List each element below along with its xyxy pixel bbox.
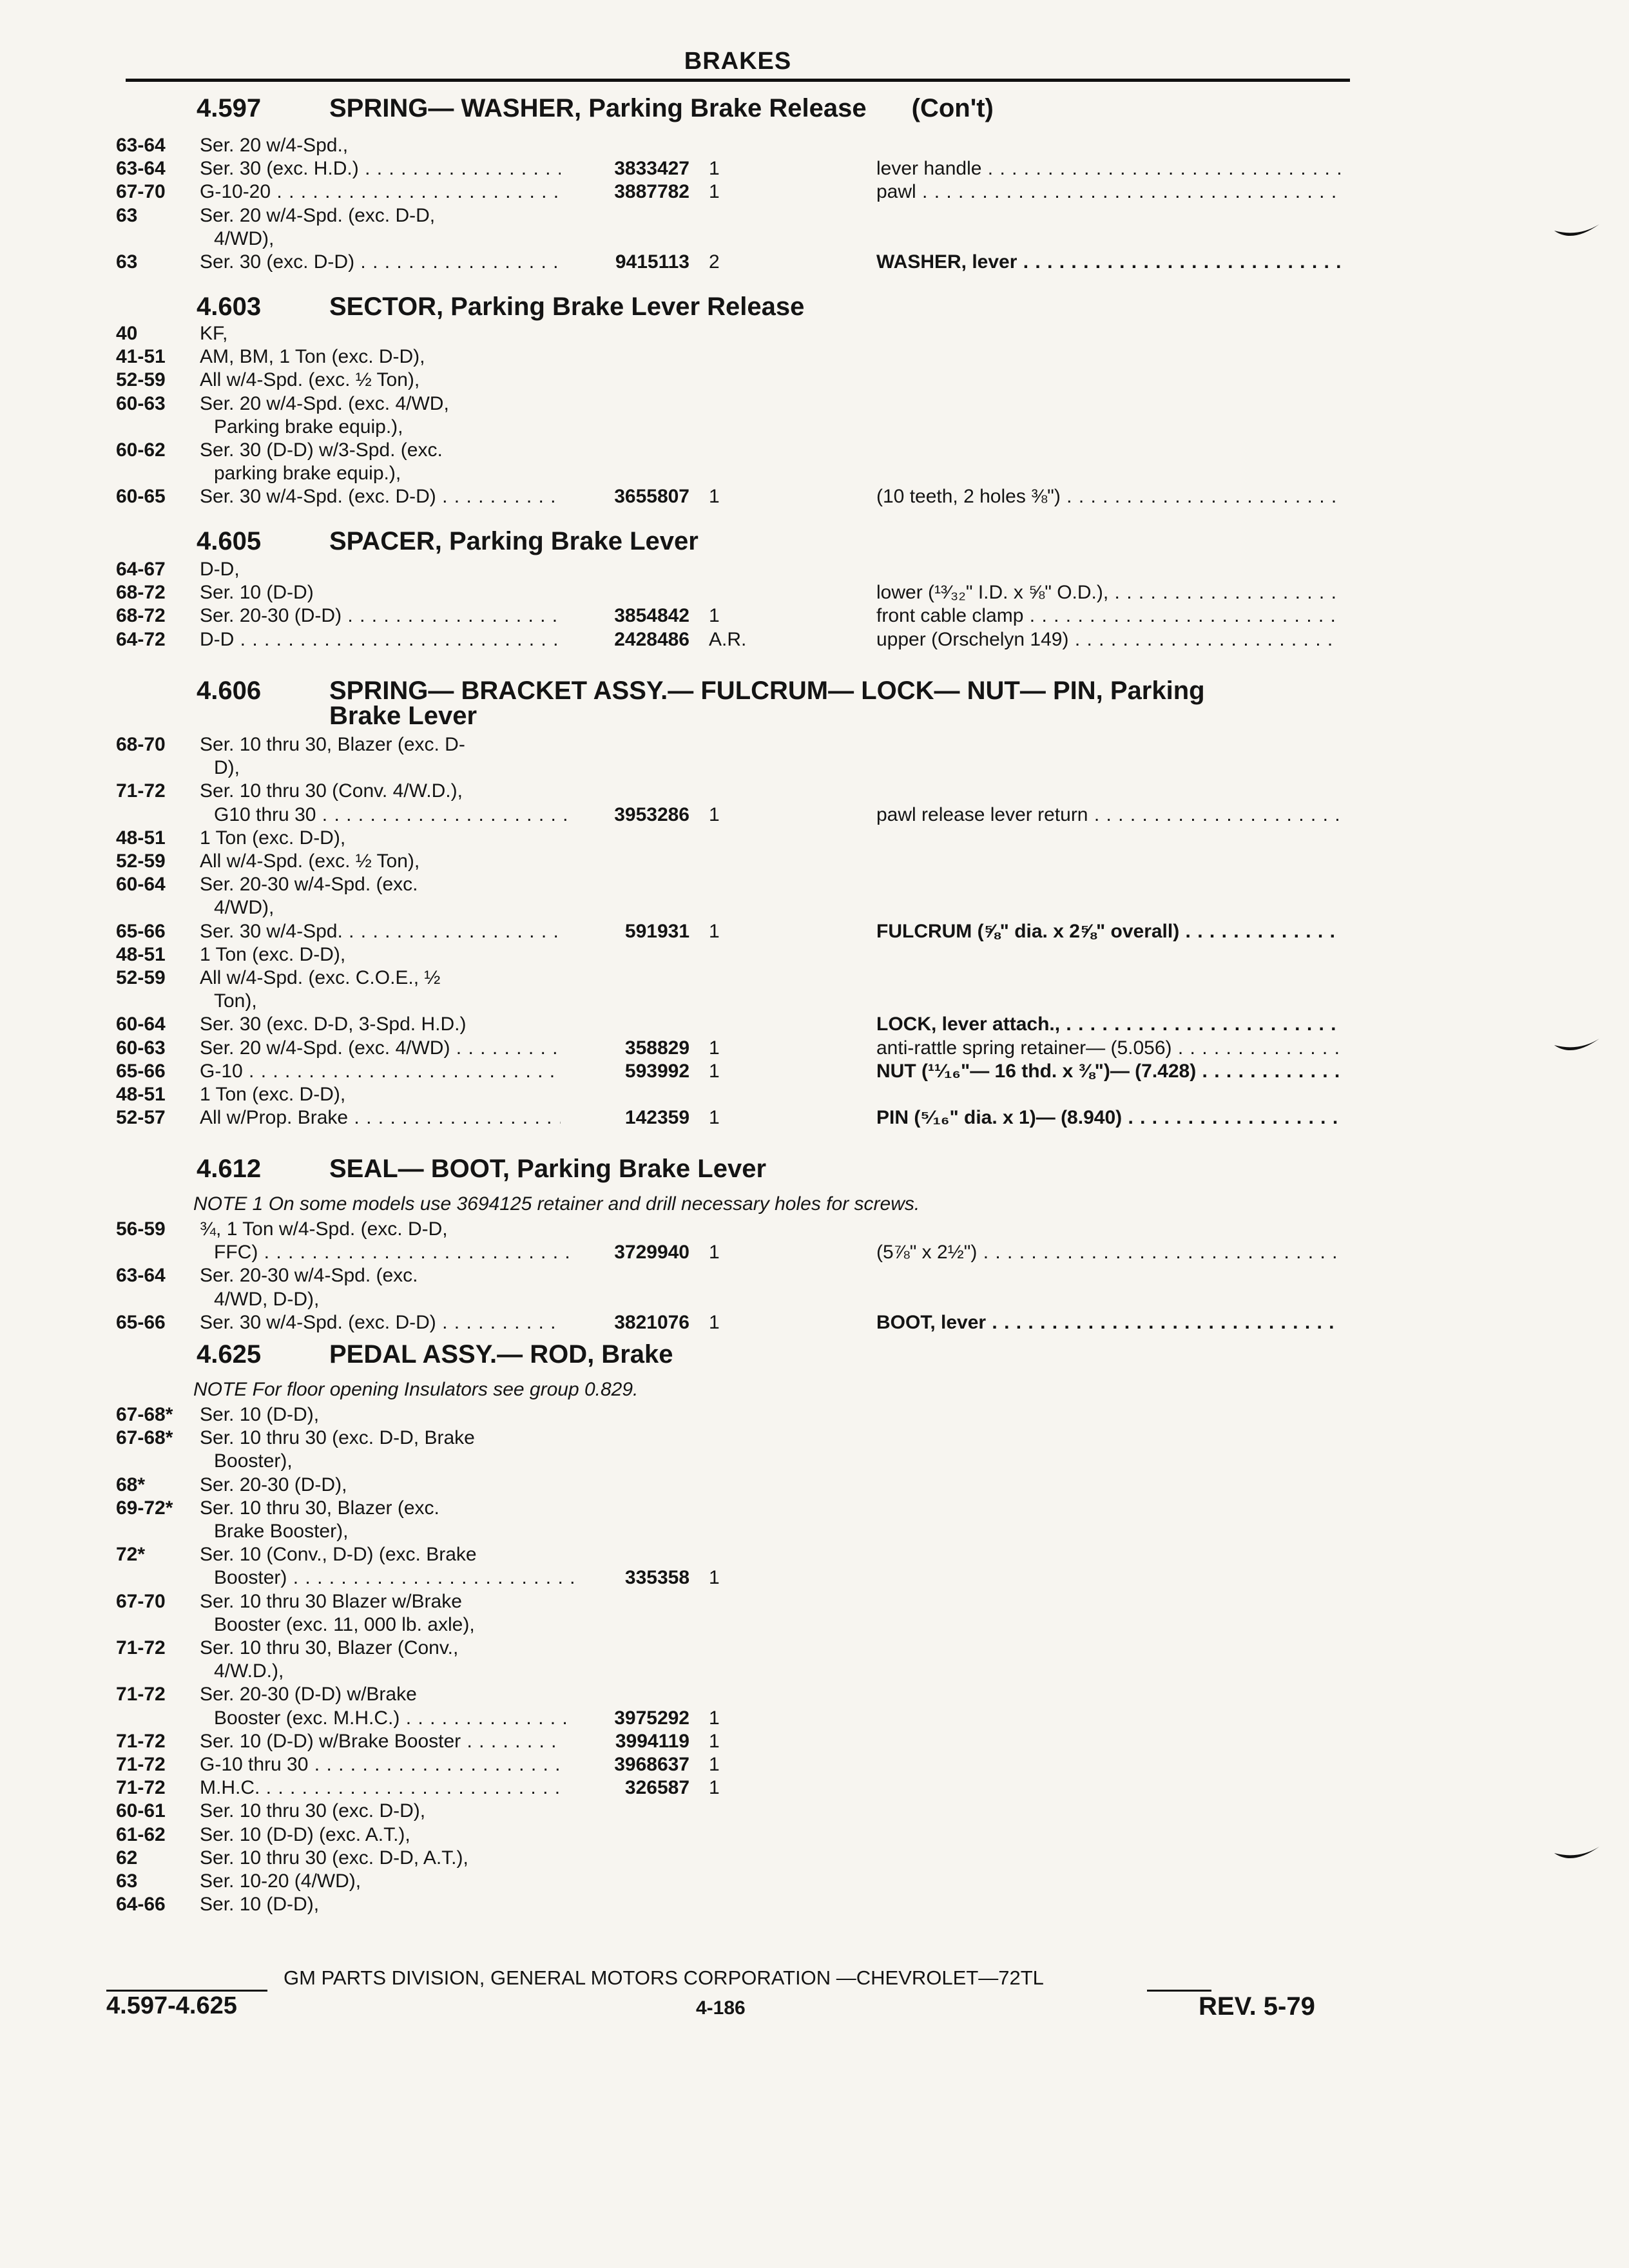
part-row (0, 1474, 1629, 1497)
model-years: 63-64 (116, 135, 166, 156)
part-number: 3887782 (614, 181, 689, 202)
quantity: 2 (709, 251, 720, 273)
part-row (0, 251, 1629, 274)
model-description: Ser. 30 (exc. D-D, 3-Spd. H.D.) (200, 1014, 467, 1035)
part-number: 9415113 (615, 251, 689, 273)
part-row (0, 345, 1629, 369)
part-row (0, 628, 1629, 651)
model-description: All w/Prop. Brake . . . (200, 1106, 561, 1129)
section-note: NOTE 1 On some models use 3694125 retainer and drill necessary holes for screws. (193, 1193, 920, 1215)
binder-mark (1553, 1847, 1601, 1863)
model-description: Ser. 20 w/4-Spd. (exc. D-D, (200, 205, 436, 226)
model-description: G-10 thru 30 . . . (200, 1753, 561, 1776)
model-years: 64-67 (116, 559, 166, 580)
footer-revision: REV. 5-79 (1199, 1992, 1315, 2021)
part-number: 3833427 (614, 158, 689, 179)
model-years: 52-59 (116, 850, 166, 872)
model-description: Ser. 30 (exc. H.D.) . . . (200, 157, 561, 180)
part-number: 358829 (624, 1037, 689, 1059)
part-number: 591931 (624, 921, 689, 942)
model-description: Ser. 30 (exc. D-D) . . . (200, 251, 561, 274)
part-remark: lever handle . . . (876, 157, 1340, 180)
binder-mark (1553, 224, 1601, 241)
section-number: 4.606 (197, 677, 262, 705)
model-description: G-10 . . . (200, 1060, 561, 1083)
footer-rule-right (1147, 1990, 1211, 1992)
quantity: 1 (709, 1707, 720, 1729)
model-description: Ser. 10 (D-D), (200, 1894, 320, 1915)
section-title: SPRING— WASHER, Parking Brake Release (329, 94, 867, 122)
model-years: 63 (116, 205, 138, 226)
part-row (0, 943, 1629, 966)
model-years: 60-61 (116, 1800, 166, 1821)
model-years: 68-70 (116, 734, 166, 755)
part-row (0, 1106, 1629, 1129)
model-description: Ser. 10 thru 30 (exc. D-D, Brake (200, 1427, 475, 1448)
part-row (0, 1637, 1629, 1660)
footer-group-range: 4.597-4.625 (106, 1992, 237, 2019)
model-years: 72* (116, 1544, 146, 1565)
model-description: D-D . . . (200, 628, 561, 651)
model-description: Ser. 20-30 w/4-Spd. (exc. (200, 1265, 418, 1286)
model-years: 64-66 (116, 1894, 166, 1915)
part-row (0, 369, 1629, 392)
model-description: 1 Ton (exc. D-D), (200, 1084, 346, 1105)
model-years: 67-68* (116, 1427, 173, 1448)
model-description: Ser. 20 w/4-Spd., (200, 135, 349, 156)
model-description: Ser. 30 (D-D) w/3-Spd. (exc. (200, 439, 443, 461)
footer-rule-left (106, 1990, 267, 1992)
model-description: ¾, 1 Ton w/4-Spd. (exc. D-D, (200, 1218, 448, 1240)
model-description: Ser. 10 (Conv., D-D) (exc. Brake (200, 1544, 477, 1565)
part-row (0, 1893, 1629, 1916)
part-row (0, 1870, 1629, 1893)
section-heading (197, 1155, 766, 1183)
model-years: 71-72 (116, 780, 166, 802)
part-remark: pawl . . . (876, 180, 1340, 204)
part-row (0, 1543, 1629, 1566)
section-number: 4.605 (197, 527, 262, 555)
model-description: Booster (exc. M.H.C.) . . . (214, 1707, 575, 1730)
model-years: 61-62 (116, 1824, 166, 1845)
model-description: Ser. 10 thru 30 (exc. D-D), (200, 1800, 426, 1821)
part-row (0, 780, 1629, 803)
model-description: KF, (200, 323, 228, 344)
model-description: FFC) . . . (214, 1241, 575, 1264)
model-years: 60-64 (116, 1014, 166, 1035)
model-years: 48-51 (116, 1084, 166, 1105)
quantity: 1 (709, 181, 720, 202)
part-row (0, 204, 1629, 227)
model-description: Ser. 10 (D-D), (200, 1404, 320, 1425)
part-row (0, 558, 1629, 581)
model-description: Booster), (214, 1450, 293, 1472)
model-description: All w/4-Spd. (exc. ½ Ton), (200, 850, 420, 872)
section-title: SPACER, Parking Brake Lever (329, 527, 699, 555)
model-description: Ser. 30 w/4-Spd. . . . (200, 920, 561, 943)
model-description: Parking brake equip.), (214, 416, 403, 437)
part-row (0, 1060, 1629, 1083)
model-description: parking brake equip.), (214, 463, 401, 484)
model-description: Ser. 10 (D-D) w/Brake Booster . . . (200, 1730, 561, 1753)
model-description: Ser. 20-30 (D-D) . . . (200, 604, 561, 628)
section-continued: (Con't) (911, 94, 994, 122)
part-row (0, 827, 1629, 850)
section-number: 4.612 (197, 1155, 262, 1183)
section-heading (197, 94, 994, 122)
model-years: 71-72 (116, 1684, 166, 1705)
section-number: 4.625 (197, 1340, 262, 1369)
part-row (0, 896, 1629, 919)
model-years: 67-70 (116, 1591, 166, 1612)
part-number: 3994119 (615, 1731, 689, 1752)
model-description: 1 Ton (exc. D-D), (200, 944, 346, 965)
model-years: 68-72 (116, 582, 166, 603)
quantity: 1 (709, 158, 720, 179)
model-description: Ton), (214, 990, 257, 1012)
quantity: 1 (709, 605, 720, 626)
part-row (0, 1403, 1629, 1427)
part-remark: FULCRUM (⅝" dia. x 2⅝" overall) . . . (876, 920, 1340, 943)
model-years: 71-72 (116, 1731, 166, 1752)
model-description: 4/WD), (214, 897, 275, 918)
model-description: Ser. 10 thru 30, Blazer (Conv., (200, 1637, 459, 1658)
part-row (0, 227, 1629, 251)
model-description: Ser. 10 thru 30, Blazer (exc. D- (200, 734, 465, 755)
model-description: Ser. 10 thru 30, Blazer (exc. (200, 1497, 439, 1519)
quantity: 1 (709, 1037, 720, 1059)
part-row (0, 1241, 1629, 1264)
model-years: 40 (116, 323, 138, 344)
part-number: 3975292 (614, 1707, 689, 1729)
model-years: 63 (116, 1870, 138, 1892)
model-years: 71-72 (116, 1637, 166, 1658)
part-row (0, 1776, 1629, 1800)
model-years: 71-72 (116, 1777, 166, 1798)
part-number: 3968637 (614, 1754, 689, 1775)
part-row (0, 733, 1629, 756)
model-description: 4/W.D.), (214, 1660, 284, 1682)
section-title: SPRING— BRACKET ASSY.— FULCRUM— LOCK— NUT— PIN, Parking (329, 677, 1205, 705)
model-years: 56-59 (116, 1218, 166, 1240)
part-row (0, 1083, 1629, 1106)
model-description: Ser. 20 w/4-Spd. (exc. 4/WD, (200, 393, 449, 414)
part-row (0, 581, 1629, 604)
model-description: 1 Ton (exc. D-D), (200, 827, 346, 849)
part-remark: NUT (¹¹⁄₁₆"— 16 thd. x ⅜")— (7.428) . . . (876, 1060, 1340, 1083)
part-number: 3953286 (614, 804, 689, 825)
section-title: SEAL— BOOT, Parking Brake Lever (329, 1155, 767, 1183)
part-number: 326587 (624, 1777, 689, 1798)
page-title: BRAKES (684, 48, 792, 75)
model-years: 52-59 (116, 369, 166, 390)
model-description: AM, BM, 1 Ton (exc. D-D), (200, 346, 425, 367)
model-description: All w/4-Spd. (exc. C.O.E., ½ (200, 967, 441, 988)
part-remark: (10 teeth, 2 holes ⅜") . . . (876, 485, 1340, 508)
section-title-cont: Brake Lever (329, 702, 477, 730)
part-row (0, 1753, 1629, 1776)
section-heading (197, 677, 1205, 730)
model-description: Booster (exc. 11, 000 lb. axle), (214, 1614, 475, 1635)
model-description: 4/WD), (214, 228, 275, 249)
model-description: M.H.C. . . . (200, 1776, 561, 1800)
model-description: Ser. 20-30 (D-D), (200, 1474, 347, 1495)
model-years: 68* (116, 1474, 146, 1495)
part-remark: BOOT, lever . . . (876, 1311, 1340, 1334)
part-row (0, 392, 1629, 416)
quantity: 1 (709, 1731, 720, 1752)
part-row (0, 416, 1629, 439)
part-remark: (5⅞" x 2½") . . . (876, 1241, 1340, 1264)
part-row (0, 1264, 1629, 1287)
part-row (0, 1847, 1629, 1870)
part-row (0, 850, 1629, 873)
model-description: 4/WD, D-D), (214, 1289, 320, 1310)
part-number: 142359 (624, 1107, 689, 1128)
model-years: 62 (116, 1847, 138, 1869)
section-title: PEDAL ASSY.— ROD, Brake (329, 1340, 673, 1369)
part-row (0, 1823, 1629, 1847)
part-remark: LOCK, lever attach., . . . (876, 1013, 1340, 1036)
part-row (0, 1037, 1629, 1060)
model-description: D), (214, 757, 240, 778)
model-years: 68-72 (116, 605, 166, 626)
model-years: 67-70 (116, 181, 166, 202)
model-description: Ser. 30 w/4-Spd. (exc. D-D) . . . (200, 485, 561, 508)
quantity: 1 (709, 1312, 720, 1333)
part-row (0, 462, 1629, 485)
part-row (0, 990, 1629, 1013)
part-number: 3655807 (614, 486, 689, 507)
part-remark: anti-rattle spring retainer— (5.056) . . . (876, 1037, 1340, 1060)
part-number: 335358 (624, 1567, 689, 1588)
model-description: Ser. 20-30 w/4-Spd. (exc. (200, 874, 418, 895)
model-description: G-10-20 . . . (200, 180, 561, 204)
section-number: 4.597 (197, 94, 262, 122)
model-years: 64-72 (116, 629, 166, 650)
quantity: 1 (709, 921, 720, 942)
part-row (0, 1800, 1629, 1823)
model-description: Ser. 10 thru 30 (exc. D-D, A.T.), (200, 1847, 468, 1869)
quantity: 1 (709, 1754, 720, 1775)
section-heading (197, 293, 804, 321)
section-number: 4.603 (197, 293, 262, 321)
part-row (0, 756, 1629, 780)
model-years: 71-72 (116, 1754, 166, 1775)
model-description: Ser. 10-20 (4/WD), (200, 1870, 361, 1892)
model-description: Ser. 20 w/4-Spd. (exc. 4/WD) . . . (200, 1037, 561, 1060)
section-title: SECTOR, Parking Brake Lever Release (329, 293, 805, 321)
part-row (0, 134, 1629, 157)
part-row (0, 1450, 1629, 1473)
model-description: Ser. 10 (D-D) (exc. A.T.), (200, 1824, 410, 1845)
part-row (0, 1683, 1629, 1706)
model-years: 60-64 (116, 874, 166, 895)
part-row (0, 1520, 1629, 1543)
model-years: 52-57 (116, 1107, 166, 1128)
model-years: 48-51 (116, 827, 166, 849)
part-row (0, 180, 1629, 204)
model-years: 63 (116, 251, 138, 273)
model-years: 69-72* (116, 1497, 173, 1519)
part-row (0, 803, 1629, 827)
part-row (0, 1311, 1629, 1334)
quantity: 1 (709, 1061, 720, 1082)
footer-publisher: GM PARTS DIVISION, GENERAL MOTORS CORPORATION —CHEVROLET—72TL (284, 1966, 1044, 1989)
page-header (126, 40, 1350, 81)
section-note: NOTE For floor opening Insulators see group 0.829. (193, 1379, 639, 1400)
header-rule (126, 79, 1350, 82)
model-years: 60-62 (116, 439, 166, 461)
part-row (0, 1013, 1629, 1036)
part-number: 2428486 (614, 629, 689, 650)
part-remark: lower (¹³⁄₃₂" I.D. x ⅝" O.D.), . . . (876, 581, 1340, 604)
part-row (0, 920, 1629, 943)
model-years: 63-64 (116, 1265, 166, 1286)
part-remark: pawl release lever return . . . (876, 803, 1340, 827)
part-row (0, 966, 1629, 990)
part-row (0, 157, 1629, 180)
model-years: 60-63 (116, 1037, 166, 1059)
part-row (0, 1660, 1629, 1683)
model-description: Ser. 20-30 (D-D) w/Brake (200, 1684, 417, 1705)
part-number: 3854842 (614, 605, 689, 626)
model-description: Ser. 10 (D-D) (200, 582, 314, 603)
model-years: 48-51 (116, 944, 166, 965)
part-row (0, 322, 1629, 345)
model-years: 67-68* (116, 1404, 173, 1425)
model-years: 41-51 (116, 346, 166, 367)
model-years: 65-66 (116, 1061, 166, 1082)
section-heading (197, 527, 699, 555)
model-description: G10 thru 30 . . . (214, 803, 575, 827)
part-row (0, 439, 1629, 462)
part-remark: WASHER, lever . . . (876, 251, 1340, 274)
section-heading (197, 1340, 673, 1369)
binder-mark (1553, 1039, 1601, 1055)
part-row (0, 1590, 1629, 1613)
quantity: 1 (709, 1107, 720, 1128)
part-number: 3821076 (614, 1312, 689, 1333)
part-row (0, 1288, 1629, 1311)
quantity: 1 (709, 486, 720, 507)
part-row (0, 1707, 1629, 1730)
part-row (0, 485, 1629, 508)
model-description: All w/4-Spd. (exc. ½ Ton), (200, 369, 420, 390)
model-years: 60-65 (116, 486, 166, 507)
model-description: Ser. 10 thru 30 Blazer w/Brake (200, 1591, 462, 1612)
quantity: 1 (709, 1567, 720, 1588)
model-description: Brake Booster), (214, 1521, 349, 1542)
quantity: A.R. (709, 629, 747, 650)
part-remark: front cable clamp . . . (876, 604, 1340, 628)
quantity: 1 (709, 804, 720, 825)
part-row (0, 1218, 1629, 1241)
part-remark: PIN (⁵⁄₁₆" dia. x 1)— (8.940) . . . (876, 1106, 1340, 1129)
quantity: 1 (709, 1242, 720, 1263)
part-row (0, 1730, 1629, 1753)
model-description: Booster) . . . (214, 1566, 575, 1590)
part-row (0, 1497, 1629, 1520)
model-description: Ser. 30 w/4-Spd. (exc. D-D) . . . (200, 1311, 561, 1334)
model-years: 65-66 (116, 921, 166, 942)
model-years: 65-66 (116, 1312, 166, 1333)
part-number: 593992 (624, 1061, 689, 1082)
model-description: D-D, (200, 559, 240, 580)
model-years: 52-59 (116, 967, 166, 988)
part-row (0, 1427, 1629, 1450)
part-remark: upper (Orschelyn 149) . . . (876, 628, 1340, 651)
model-years: 63-64 (116, 158, 166, 179)
part-row (0, 604, 1629, 628)
model-years: 60-63 (116, 393, 166, 414)
part-row (0, 1613, 1629, 1637)
part-number: 3729940 (614, 1242, 689, 1263)
model-description: Ser. 10 thru 30 (Conv. 4/W.D.), (200, 780, 463, 802)
quantity: 1 (709, 1777, 720, 1798)
part-row (0, 1566, 1629, 1590)
part-row (0, 873, 1629, 896)
footer-page-number: 4-186 (696, 1997, 746, 2019)
